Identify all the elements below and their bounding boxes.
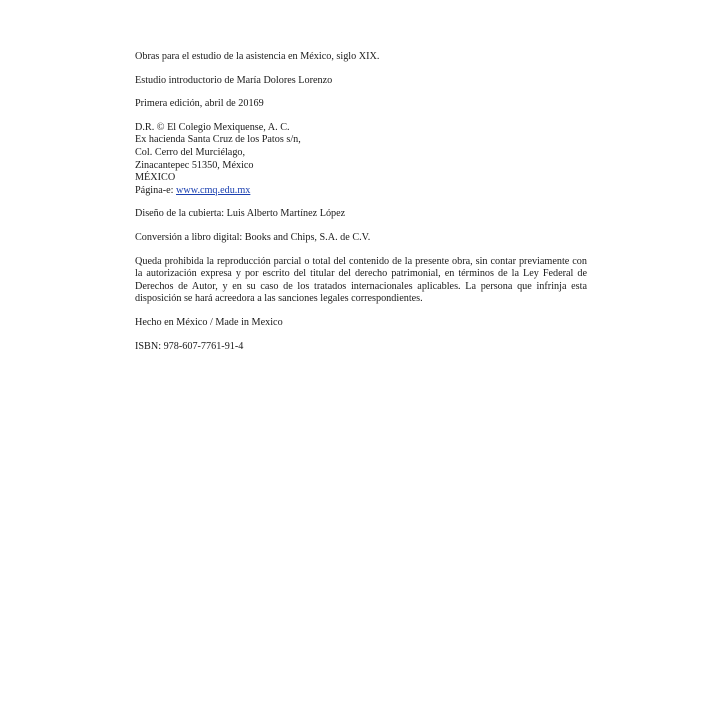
web-line [135,185,587,198]
address-line-2: Col. Cerro del Murciélago, [135,146,246,158]
website-link[interactable]: www.cmq.edu.mx [176,184,251,196]
page-content [135,51,587,364]
series-title: Obras para el estudio de la asistencia en México, siglo XIX. [135,51,380,62]
country-line: MÉXICO [135,172,176,184]
legal-notice: Queda prohibida la reproducción parcial o total del contenido de la presente obra, sin contar previamente con la autorización expresa y por escrito del titular del derecho patrimonial, en términos de la Ley Federal de Derechos de Autor, y en su caso de los tratados internacionales aplicables. La persona que infrinja esta disposición se hará acreedora a las sanciones legales correspondientes. [135,255,587,305]
intro-credit: Estudio introductorio de María Dolores Lorenzo [135,74,333,86]
digital-conversion-credit: Conversión a libro digital: Books and Chips, S.A. de C.V. [135,231,371,243]
publisher-block [135,122,587,198]
address-line-3: Zinacantepec 51350, México [135,159,254,171]
edition-line: Primera edición, abril de 20169 [135,98,264,110]
address-line-1: Ex hacienda Santa Cruz de los Patos s/n, [135,134,301,146]
made-in-line: Hecho en México / Made in Mexico [135,316,283,328]
cover-design-credit: Diseño de la cubierta: Luis Alberto Martínez López [135,208,346,220]
rights-line: D.R. © El Colegio Mexiquense, A. C. [135,121,290,133]
isbn-line: ISBN: 978-607-7761-91-4 [135,340,244,352]
web-label: Página-e: [135,184,177,196]
